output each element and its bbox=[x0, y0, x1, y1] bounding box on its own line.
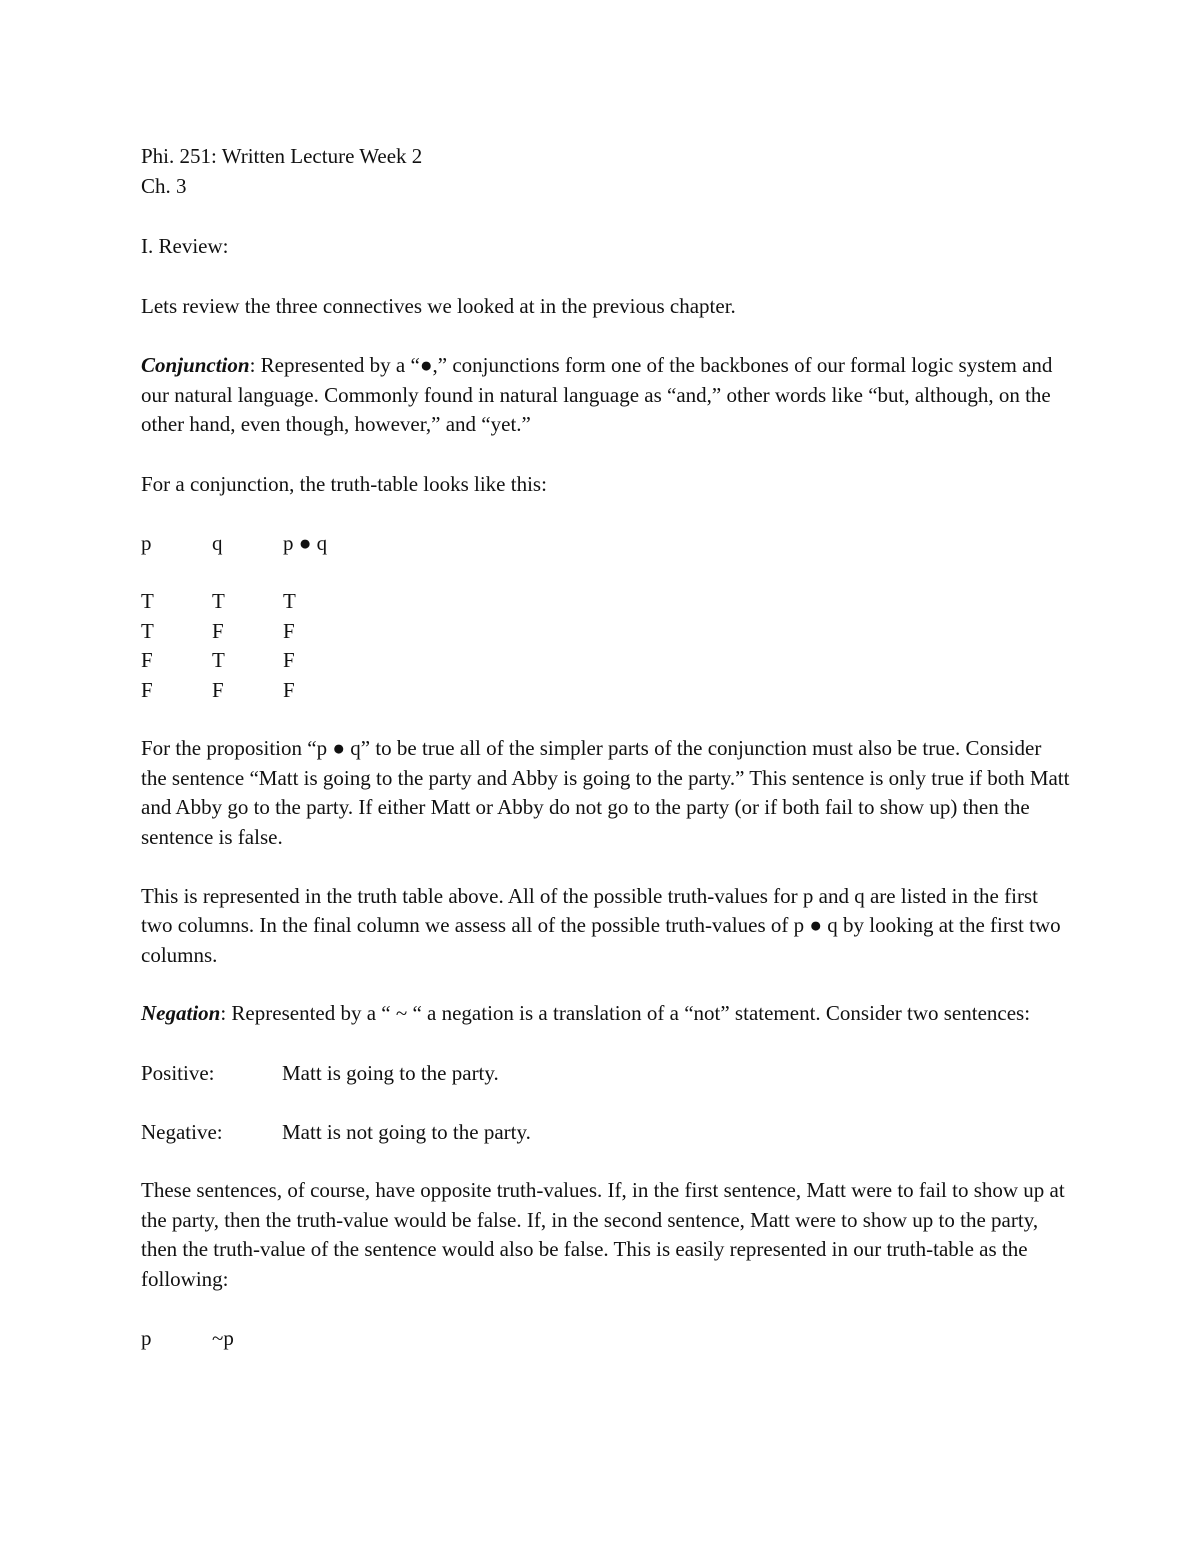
table-cell: T bbox=[283, 589, 296, 614]
conjunction-truth-table bbox=[141, 529, 1071, 706]
table-row bbox=[141, 676, 1071, 706]
table-row bbox=[141, 646, 1071, 676]
example-sentence: Matt is not going to the party. bbox=[282, 1120, 531, 1145]
negation-example-negative bbox=[141, 1117, 1071, 1147]
conjunction-explanation-1: For the proposition “p ● q” to be true all of the simpler parts of the conjunction must also be true. Consider the sentence “Matt is going to the party and Abby is going to the party.” This sentence is only true if both Matt and Abby go to the party. If either Matt or Abby do not go to the party (or if both fail to show up) then the sentence is false. bbox=[141, 736, 1070, 850]
table-row bbox=[141, 617, 1071, 647]
table-cell: T bbox=[212, 589, 225, 614]
table-cell: F bbox=[212, 618, 224, 643]
table-cell: T bbox=[141, 618, 154, 643]
example-label: Negative: bbox=[141, 1120, 223, 1145]
example-sentence: Matt is going to the party. bbox=[282, 1061, 499, 1086]
review-intro: Lets review the three connectives we looked at in the previous chapter. bbox=[141, 294, 736, 318]
table-cell: F bbox=[141, 677, 153, 702]
truth-table-header-row bbox=[141, 529, 1071, 559]
header-p: p bbox=[141, 530, 152, 555]
header-p: p bbox=[141, 1326, 152, 1351]
table-cell: F bbox=[283, 618, 295, 643]
header-not-p: ~p bbox=[212, 1326, 234, 1351]
example-label: Positive: bbox=[141, 1061, 215, 1086]
conjunction-table-intro: For a conjunction, the truth-table looks like this: bbox=[141, 471, 547, 496]
negation-example-positive bbox=[141, 1058, 1071, 1088]
table-cell: F bbox=[212, 677, 224, 702]
table-cell: F bbox=[141, 648, 153, 673]
table-cell: F bbox=[283, 677, 295, 702]
table-cell: F bbox=[283, 648, 295, 673]
document-page bbox=[141, 141, 1071, 1353]
conjunction-paragraph bbox=[141, 351, 1071, 440]
table-cell: T bbox=[212, 648, 225, 673]
table-cell: T bbox=[141, 589, 154, 614]
negation-paragraph bbox=[141, 999, 1071, 1029]
section-heading-review: I. Review: bbox=[141, 234, 229, 258]
conjunction-definition: : Represented by a “●,” conjunctions form one of the backbones of our formal logic system and our natural language. Commonly found in natural language as “and,” other words like “but, although, on the other hand, even though, however,” and “yet.” bbox=[141, 353, 1053, 437]
negation-definition: : Represented by a “ ~ “ a negation is a translation of a “not” statement. Consider two sentences: bbox=[220, 1001, 1031, 1026]
header-q: q bbox=[212, 530, 223, 555]
conjunction-term: Conjunction bbox=[141, 353, 250, 377]
course-title: Phi. 251: Written Lecture Week 2 bbox=[141, 144, 423, 168]
negation-explanation: These sentences, of course, have opposite truth-values. If, in the first sentence, Matt were to fail to show up at the party, then the truth-value would be false. If, in the second sentence, Matt were to show up to the party, then the truth-value of the sentence would also be false. This is easily represented in our truth-table as the following: bbox=[141, 1178, 1065, 1291]
negation-term: Negation bbox=[141, 1001, 221, 1026]
chapter-label: Ch. 3 bbox=[141, 174, 187, 198]
table-row bbox=[141, 587, 1071, 617]
header-p-and-q: p ● q bbox=[283, 530, 328, 555]
negation-truth-table-header-row bbox=[141, 1323, 1071, 1353]
conjunction-explanation-2: This is represented in the truth table above. All of the possible truth-values for p and q are listed in the first two columns. In the final column we assess all of the possible truth-values of p ● q by looking at the first two columns. bbox=[141, 883, 1061, 967]
